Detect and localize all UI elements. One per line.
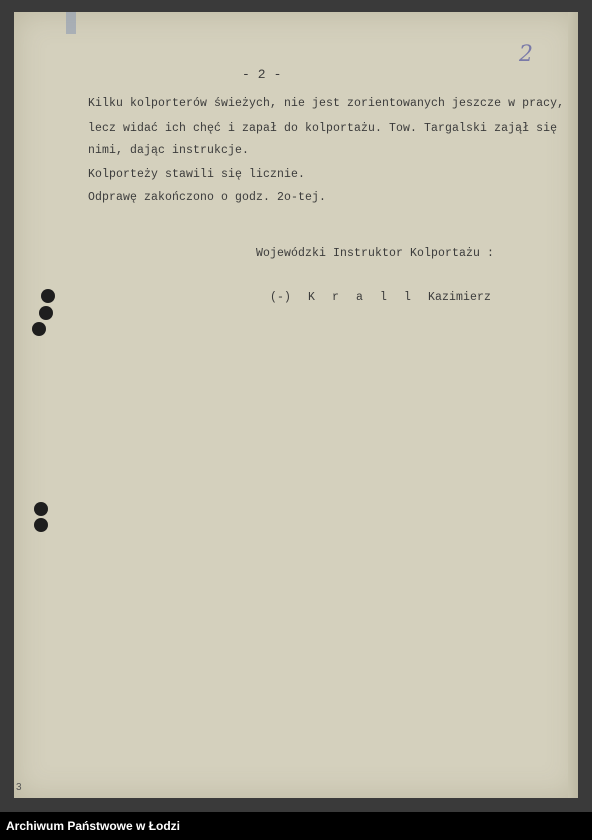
punch-hole — [32, 322, 46, 336]
document-page — [14, 12, 578, 798]
signature-title: Wojewódzki Instruktor Kolportażu : — [256, 247, 495, 260]
tape-mark — [66, 12, 76, 34]
punch-hole — [34, 518, 48, 532]
body-line-4: Kolporteży stawili się licznie. — [88, 168, 306, 181]
punch-hole — [34, 502, 48, 516]
body-line-2: lecz widać ich chęć i zapał do kolportażu. Tow. Targalski zajął się — [88, 122, 558, 135]
punch-hole — [39, 306, 53, 320]
body-line-3: nimi, dając instrukcje. — [88, 144, 250, 157]
archive-label: Archiwum Państwowe w Łodzi — [6, 819, 181, 833]
handwritten-page-mark: 2 — [519, 42, 533, 67]
body-line-5: Odprawę zakończono o godz. 2o-tej. — [88, 191, 327, 204]
punch-hole — [41, 289, 55, 303]
page-number: - 2 - — [242, 67, 282, 82]
corner-number: 3 — [16, 782, 22, 793]
signature-name: (-) K r a l l Kazimierz — [270, 291, 492, 304]
page-edge — [568, 12, 578, 798]
body-line-1: Kilku kolporterów świeżych, nie jest zorientowanych jeszcze w pracy, — [88, 97, 565, 110]
